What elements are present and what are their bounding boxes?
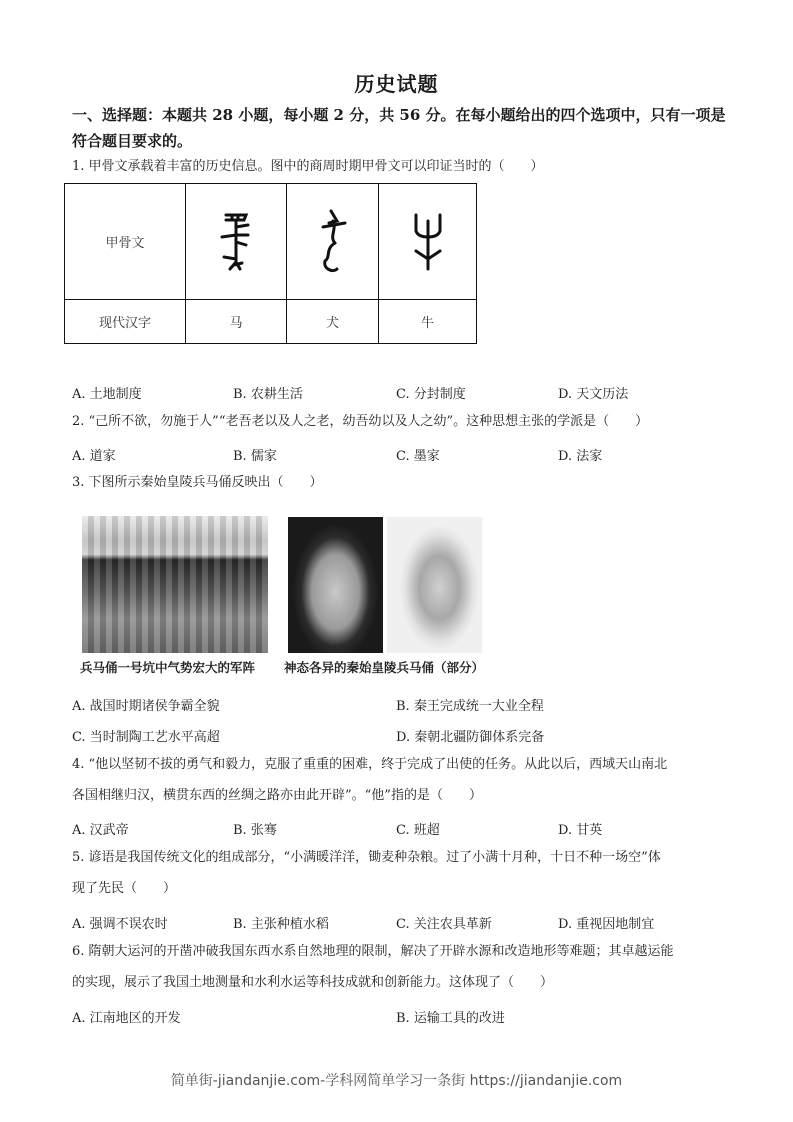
q5-option-d: D. 重视因地制宜: [558, 917, 655, 932]
figure-caption-right: 神态各异的秦始皇陵兵马俑（部分）: [284, 660, 485, 675]
question-5-stem-line2: 现了先民（ ）: [72, 881, 177, 896]
q3-option-b: B. 秦王完成统一大业全程: [396, 699, 544, 714]
q5-option-b: B. 主张种植水稻: [233, 917, 329, 932]
terracotta-warrior-face-photo: [288, 517, 383, 653]
question-4-stem-line2: 各国相继归汉，横贯东西的丝绸之路亦由此开辟”。“他”指的是（ ）: [72, 788, 482, 803]
q2-option-d: D. 法家: [558, 449, 603, 464]
modern-char-ox: 牛: [379, 300, 477, 344]
question-2-stem: 2. “己所不欲，勿施于人”“老吾老以及人之老，幼吾幼以及人之幼”。这种思想主张的学派是（ ）: [72, 414, 649, 429]
q6-option-a: A. 江南地区的开发: [72, 1011, 181, 1026]
terracotta-warrior-profile-photo: [387, 517, 482, 653]
oracle-dog-icon: [287, 184, 379, 300]
q1-option-c: C. 分封制度: [396, 387, 466, 402]
oracle-horse-icon: [186, 184, 287, 300]
modern-char-horse: 马: [186, 300, 287, 344]
modern-char-dog: 犬: [287, 300, 379, 344]
page-title: 历史试题: [354, 72, 439, 96]
table-row-label: 现代汉字: [65, 300, 186, 344]
question-3-stem: 3. 下图所示秦始皇陵兵马俑反映出（ ）: [72, 475, 323, 490]
oracle-ox-icon: [379, 184, 477, 300]
q3-option-c: C. 当时制陶工艺水平高超: [72, 730, 220, 745]
q1-option-a: A. 土地制度: [72, 387, 142, 402]
q6-option-b: B. 运输工具的改进: [396, 1011, 505, 1026]
q2-option-b: B. 儒家: [233, 449, 277, 464]
q4-option-c: C. 班超: [396, 823, 440, 838]
q3-option-a: A. 战国时期诸侯争霸全貌: [72, 699, 220, 714]
q4-option-a: A. 汉武帝: [72, 823, 129, 838]
q4-option-b: B. 张骞: [233, 823, 277, 838]
table-row-label: 甲骨文: [65, 184, 186, 300]
question-5-stem-line1: 5. 谚语是我国传统文化的组成部分，“小满暖洋洋，锄麦种杂粮。过了小满十月种，十日不种一场空”体: [72, 850, 661, 865]
question-6-stem-line1: 6. 隋朝大运河的开凿冲破我国东西水系自然地理的限制，解决了开辟水源和改造地形等难题；其卓越运能: [72, 944, 674, 959]
q2-option-a: A. 道家: [72, 449, 116, 464]
question-6-stem-line2: 的实现，展示了我国土地测量和水利水运等科技成就和创新能力。这体现了（ ）: [72, 975, 554, 990]
q5-option-c: C. 关注农具革新: [396, 917, 492, 932]
q1-option-b: B. 农耕生活: [233, 387, 303, 402]
question-4-stem-line1: 4. “他以坚韧不拔的勇气和毅力，克服了重重的困难，终于完成了出使的任务。从此以后，西域天山南北: [72, 757, 668, 772]
figure-caption-left: 兵马俑一号坑中气势宏大的军阵: [80, 660, 256, 675]
terracotta-army-pit-photo: [82, 516, 268, 653]
q2-option-c: C. 墨家: [396, 449, 440, 464]
section-heading: 一、选择题：本题共 28 小题，每小题 2 分，共 56 分。在每小题给出的四个选项中，只有一项是符合题目要求的。: [72, 106, 726, 150]
oracle-bone-table: [64, 183, 477, 344]
footer-watermark: 简单街-jiandanjie.com-学科网简单学习一条街 https://jiandanjie.com: [170, 1073, 623, 1089]
q3-option-d: D. 秦朝北疆防御体系完备: [396, 730, 545, 745]
q5-option-a: A. 强调不误农时: [72, 917, 168, 932]
q4-option-d: D. 甘英: [558, 823, 603, 838]
question-1-stem: 1. 甲骨文承载着丰富的历史信息。图中的商周时期甲骨文可以印证当时的（ ）: [72, 159, 544, 174]
q1-option-d: D. 天文历法: [558, 387, 629, 402]
